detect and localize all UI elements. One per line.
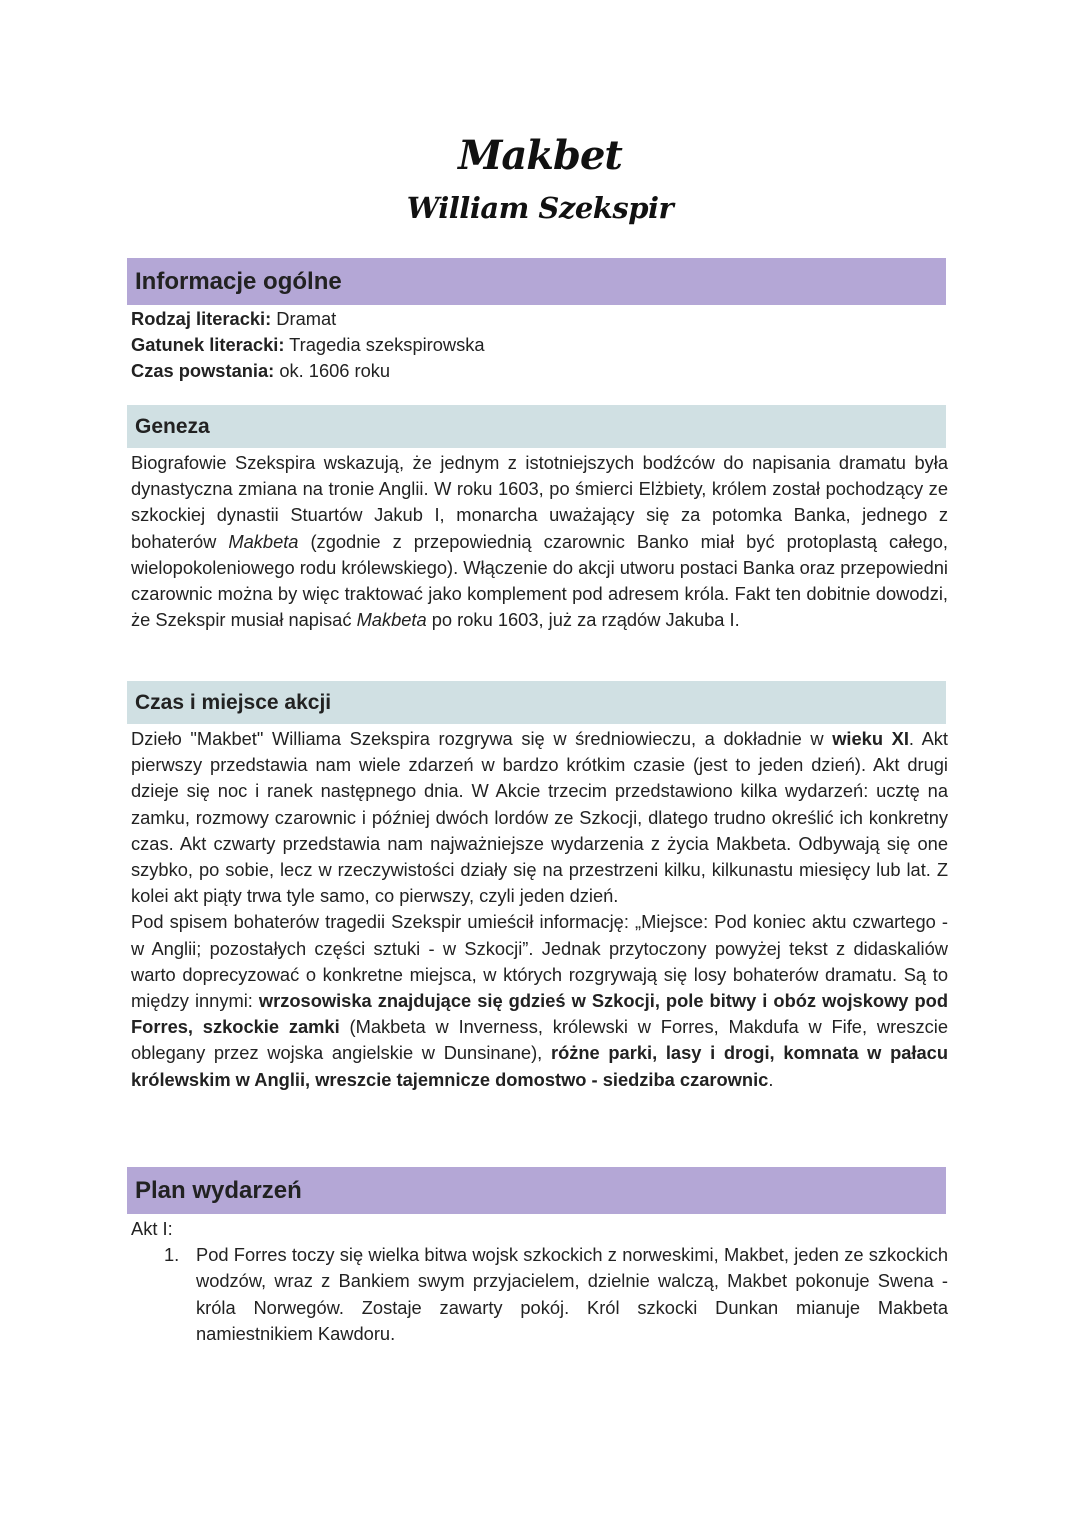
czas-bold-part: wrzosowiska znajdujące się gdzieś w Szkocji, pole bitwy i obóz wojskowy pod Forres, szkockie zamki — [131, 990, 948, 1038]
geneza-text-part: Biografowie Szekspira wskazują, że jednym z istotniejszych bodźców do napisania dramatu była dynastyczna zmiana na tronie Anglii. W roku 1603, po śmierci Elżbiety, królem został pochodzący ze szkockiej dynastii Stuartów Jakub I, monarcha uważający się za potomka Banka, jednego z bohaterów — [131, 452, 948, 552]
plan-akt-label: Akt I: — [131, 1218, 173, 1239]
czas-text — [131, 726, 948, 1093]
list-item — [131, 1242, 948, 1347]
czas-text-part: (Makbeta w Inverness, królewski w Forres, Makdufa w Fife, wreszcie oblegany przez wojska angielskie w Dunsinane), — [131, 1016, 948, 1064]
info-gatunek — [131, 332, 948, 358]
section-heading-geneza: Geneza — [127, 405, 946, 448]
geneza-text-part: po roku 1603, już za rządów Jakuba I. — [426, 609, 740, 631]
czas-bold-part: wieku XI — [832, 728, 909, 749]
info-rodzaj-value: Dramat — [271, 308, 337, 329]
czas-paragraph-2 — [131, 909, 948, 1092]
section-heading-plan: Plan wydarzeń — [127, 1167, 946, 1214]
czas-text-part: . Akt pierwszy przedstawia nam wiele zdarzeń w bardzo krótkim czasie (jest to jeden dzień). Akt drugi dzieje się noc i ranek następnego dnia. W Akcie trzecim przedstawiono kilka wydarzeń: ucztę na zamku, rozmowy czarownic i później dwóch lordów ze Szkocji, dlatego trudno określić ich konkretny czas. Akt czwarty przedstawia nam najważniejsze wydarzenia z życia Makbeta. Odbywają się one szybko, po sobie, lecz w rzeczywistości działy się na przestrzeni kilku, kilkunastu miesięcy lub lat. Z kolei akt piąty trwa tyle samo, co pierwszy, czyli jeden dzień. — [131, 728, 949, 907]
info-czas — [131, 358, 948, 384]
czas-paragraph-1 — [131, 726, 948, 909]
geneza-italic-title: Makbeta — [228, 530, 299, 552]
geneza-italic-title: Makbeta — [356, 609, 427, 631]
info-rodzaj-label: Rodzaj literacki: — [131, 308, 272, 329]
list-item-text: Pod Forres toczy się wielka bitwa wojsk szkockich z norweskimi, Makbet, jeden ze szkockich wodzów, wraz z Bankiem swym przyjacielem, dzielnie walczą, Makbet pokonuje Swena - króla Norwegów. Zostaje zawarty pokój. Król szkocki Dunkan mianuje Makbeta namiestnikiem Kawdoru. — [196, 1244, 948, 1344]
geneza-text — [131, 450, 948, 633]
info-gatunek-label: Gatunek literacki: — [131, 334, 285, 356]
czas-text-part: Dzieło "Makbet" Williama Szekspira rozgrywa się w średniowieczu, a dokładnie w — [131, 728, 833, 749]
czas-text-part: . — [768, 1068, 774, 1090]
document-title: Makbet — [458, 132, 622, 179]
section-heading-informacje: Informacje ogólne — [127, 258, 946, 305]
info-czas-value: ok. 1606 roku — [274, 360, 391, 382]
info-list — [131, 306, 948, 385]
list-item-number: 1. — [164, 1244, 180, 1266]
info-gatunek-value: Tragedia szekspirowska — [284, 334, 485, 356]
title-block — [0, 128, 1080, 228]
czas-text-part: Pod spisem bohaterów tragedii Szekspir umieścił informację: „Miejsce: Pod koniec aktu czwartego - w Anglii; pozostałych części sztuki - w Szkocji”. Jednak przytoczony powyżej tekst z didaskaliów warto doprecyzować o konkretne miejsca, w których rozgrywają się losy bohaterów dramatu. Są to między innymi: — [131, 911, 948, 1012]
geneza-text-part: (zgodnie z przepowiednią czarownic Banko miał być protoplastą całego, wielopokoleniowego rodu królewskiego). Włączenie do akcji utworu postaci Banka oraz przepowiedni czarownic można by więc traktować jako komplement pod adresem króla. Fakt ten dobitnie dowodzi, że Szekspir musiał napisać — [131, 530, 948, 631]
czas-bold-part: różne parki, lasy i drogi, komnata w pałacu królewskim w Anglii, wreszcie tajemnicze domostwo - siedziba czarownic — [131, 1042, 948, 1090]
geneza-paragraph — [131, 450, 948, 633]
info-rodzaj — [131, 306, 948, 332]
section-heading-czas: Czas i miejsce akcji — [127, 681, 946, 724]
plan-list — [131, 1216, 948, 1347]
info-czas-label: Czas powstania: — [131, 360, 275, 382]
document-author: William Szekspir — [406, 191, 674, 225]
